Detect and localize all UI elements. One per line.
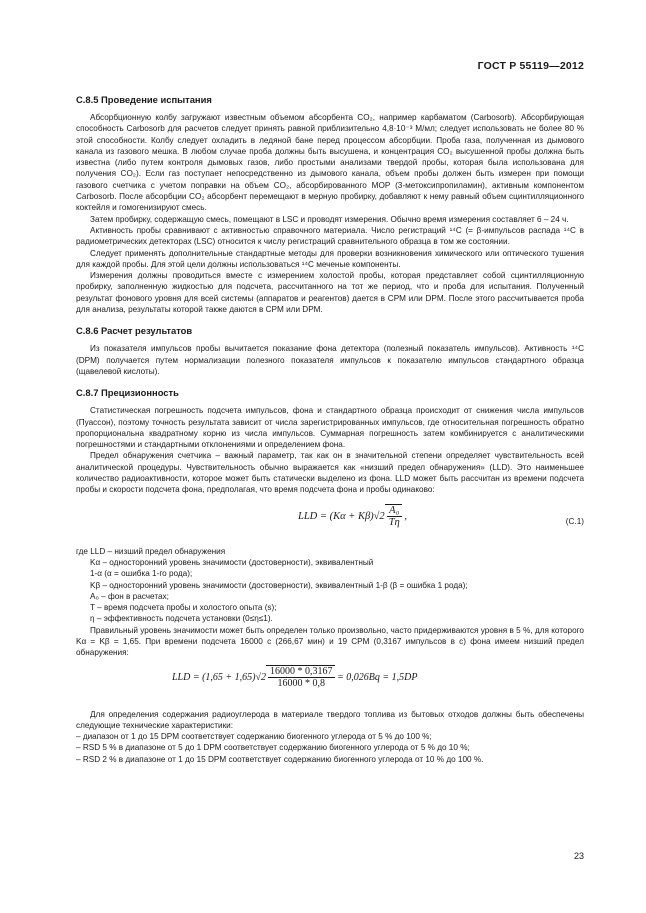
formula-lhs: LLD = (Kα + Kβ)√2 xyxy=(298,510,385,522)
section-title-c85: С.8.5 Проведение испытания xyxy=(76,94,212,105)
paragraph: Активность пробы сравнивают с активностью справочного материала. Число регистраций ¹⁴C (= β-импульсов распада ¹⁴C в радиометрических детекторах (LSC) относится к числу регистраций сравнительного образца в том же состоянии. xyxy=(76,225,584,247)
document-body xyxy=(76,94,584,765)
list-item: – RSD 2 % в диапазоне от 1 до 15 DPM соответствует содержанию биогенного углерода от 10 % до 100 %. xyxy=(76,754,484,764)
page-number: 23 xyxy=(573,851,584,861)
formula2-lhs: LLD = (1,65 + 1,65)√2 xyxy=(172,671,266,683)
definition-item: A₀ – фон в расчетах; xyxy=(90,591,169,601)
where-intro: где LLD – низший предел обнаружения xyxy=(76,546,226,556)
list-item: – диапазон от 1 до 15 DPM соответствует содержанию биогенного углерода от 5 % до 100 %; xyxy=(76,732,432,742)
section-title-c86: С.8.6 Расчет результатов xyxy=(76,325,193,337)
formula-denominator: Tη xyxy=(388,516,400,528)
formula-c1 xyxy=(76,502,584,542)
paragraph: Измерения должны проводиться вместе с измерением холостой пробы, которая представляет собой сцинтилляционную пробирку, заполненную жидкостью для подсчета, рассчитанного на тот же период, что и проба для испытания. Полученный результат фонового уровня для всей системы (аппаратов и реагентов) дается в CPM или DPM. После этого рассчитывается проба для анализа, результаты которой также даются в CPM или DPM. xyxy=(76,271,584,315)
definition-item: T – время подсчета пробы и холостого опыта (s); xyxy=(90,603,277,613)
paragraph: Абсорбционную колбу загружают известным объемом абсорбента CO₂, например карбаматом (Carbosorb). Абсорбирующая способность Carbosorb для расчетов следует принять равной приблизительно 4,8·10⁻³ М/мл; следует использовать не более 80 % этой способности. Колбу следует охладить в ледяной бане перед процессом абсорбции. Проба газа, полученная из дымового канала из газового мешка. В любом случае проба должны быть высушена, и концентрация CO₂ высушенной пробы должна быть известна (либо путем контроля дымовых газов, либо простыми анализами твердой пробы, которая была использована для получения CO₂). Если газ поступает непосредственно из дымового канала, объем пробы должен быть измерен при помощи газового счетчика с учетом поправки на объем CO₂, абсорбированного МОР (3-метоксипропиламин), активным компонентом Carbosorb. После абсорбции CO₂ абсорбент перемещают в мерную пробирку, добавляют к нему равный объем сцинтилляционного коктейля и гомогенизируют смесь. xyxy=(76,113,584,213)
definition-item: Kβ – односторонний уровень значимости (достоверности), эквивалентный 1-β (β = ошибка 1 рода); xyxy=(90,580,468,590)
paragraph: Статистическая погрешность подсчета импульсов, фона и стандартного образца происходит от снижения числа импульсов (Пуассон), поэтому точность результата зависит от числа зарегистрированных импульсов, где относительная погрешность обратно пропорциональна квадратному корню из числа импульсов. Суммарная погрешность затем комбинируется с аналитическими погрешностями и стандартными отклонениями и определением фона. xyxy=(76,406,584,450)
paragraph: Правильный уровень значимости может быть определен только произвольно, часто придерживаются уровня в 5 %, для которого Kα = Kβ = 1,65. При времени подсчета 16000 с (266,67 мин) и 19 CPM (0,3167 импульсов в с) фона имеем низший предел обнаружения: xyxy=(76,625,584,658)
formula-number: (С.1) xyxy=(565,516,584,526)
paragraph: Следует применять дополнительные стандартные методы для проверки возникновения химического или оптического тушения для каждой пробы. Для этой цели должны использоваться ¹⁴C меченые компоненты. xyxy=(76,248,584,269)
paragraph: Для определения содержания радиоуглерода в материале твердого топлива из бытовых отходов должны быть обеспечены следующие технические характеристики: xyxy=(76,709,584,730)
formula-numerator: A₀ xyxy=(387,505,402,517)
section-title-c87: С.8.7 Прецизионность xyxy=(76,387,179,399)
definition-item: η – эффективность подсчета установки (0≤η≤1). xyxy=(90,614,273,624)
definition-item: 1-α (α = ошибка 1-го рода); xyxy=(90,569,193,579)
paragraph: Затем пробирку, содержащую смесь, помещают в LSC и проводят измерения. Обычно время измерения составляет 6 – 24 ч. xyxy=(90,214,569,224)
paragraph: Предел обнаружения счетчика – важный параметр, так как он в значительной степени определяет чувствительность всей аналитической процедуры. Чувствительность обычно выражается как «низший предел обнаружения» (LLD). Это наименьшее количество радиоактивности, которое может быть статически выделено из фона. LLD может быть рассчитан из времени подсчета пробы и скорости подсчета фона, предполагая, что время подсчета фона и пробы одинаково: xyxy=(76,451,584,495)
definition-item: Kα – односторонний уровень значимости (достоверности), эквивалентный xyxy=(90,557,374,567)
document-standard-id: ГОСТ Р 55119—2012 xyxy=(477,60,584,72)
list-item: – RSD 5 % в диапазоне от 5 до 1 DPM соответствует содержанию биогенного углерода от 5 % до 10 %; xyxy=(76,743,470,753)
formula-lld-example xyxy=(76,663,584,705)
formula-tail: , xyxy=(404,510,407,522)
paragraph: Из показателя импульсов пробы вычитается показание фона детектора (полезный показатель импульсов). Активность ¹⁴C (DPM) получается путем нормализации полезного показателя импульсов к показателю импульсов стандартного образца (щавелевой кислоты). xyxy=(76,344,584,376)
formula2-numerator: 16000 * 0,3167 xyxy=(270,665,333,677)
formula2-denominator: 16000 * 0,8 xyxy=(277,677,325,689)
formula2-rhs: = 0,026Bq = 1,5DP xyxy=(337,671,418,683)
